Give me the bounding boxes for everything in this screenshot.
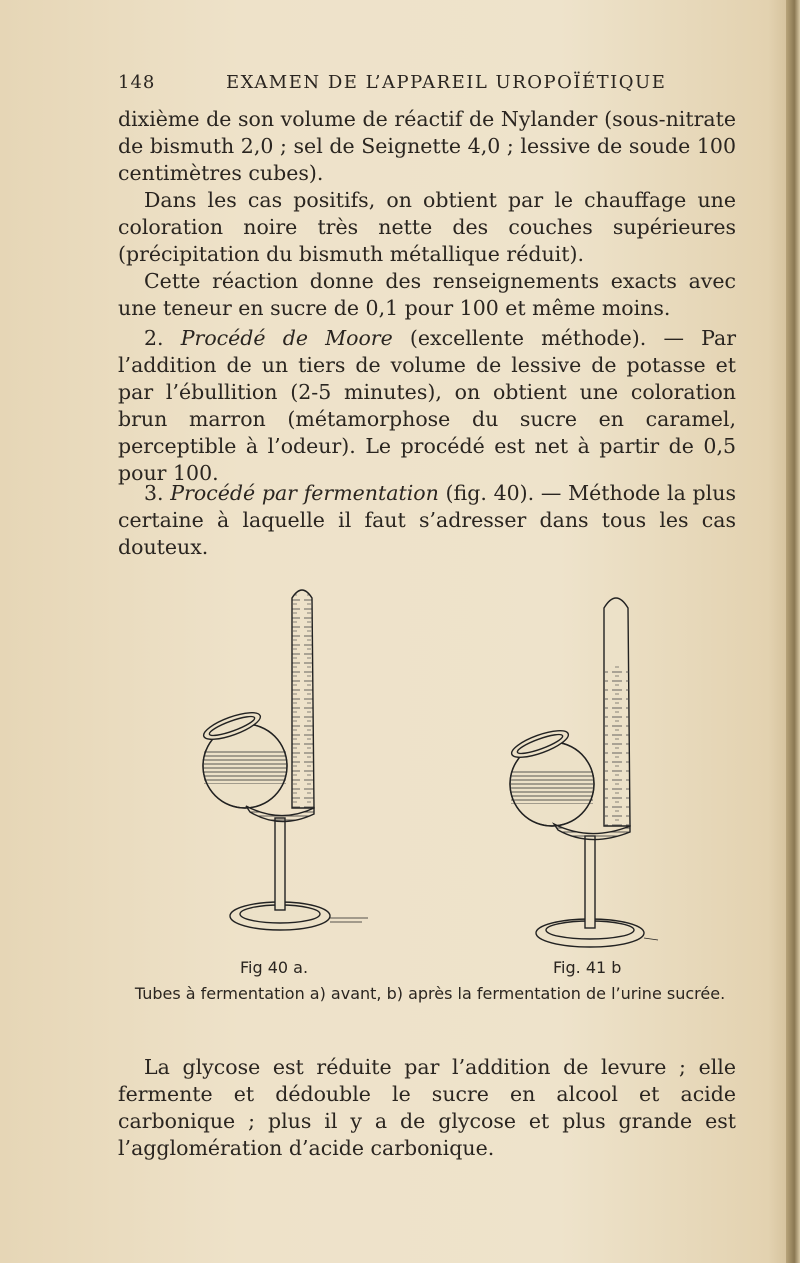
- paragraph-glycose: La glycose est réduite par l’addition de levure ; elle fermente et dédouble le sucre en alcool et acide carbonique ; plus il y a de glycose et plus grande est l’agglomération d’acide carbonique.: [118, 1055, 736, 1160]
- section-title-moore: Procédé de Moore: [180, 326, 393, 350]
- figure-caption: Tubes à fermentation a) avant, b) après la fermentation de l’urine sucrée.: [134, 984, 726, 1003]
- section-title-fermentation: Procédé par fermentation: [170, 481, 439, 505]
- page-number: 148: [118, 72, 156, 93]
- section-text-moore: (excellente méthode). — Par l’addition de un tiers de volume de lessive de potasse et par l’ébullition (2-5 minutes), on obtient une coloration brun marron (métamorphose du sucre en caramel, perceptible à l’odeur). Le procédé est net à partir de 0,5 pour 100.: [118, 326, 736, 485]
- paragraph-fermentation: [118, 480, 736, 561]
- text-block-moore: [118, 325, 736, 487]
- text-block-glycose: [118, 1054, 736, 1162]
- figure-label-a: Fig 40 a.: [240, 958, 309, 977]
- figure-label-b: Fig. 41 b: [553, 958, 622, 977]
- paragraph-3: Cette réaction donne des renseignements exacts avec une teneur en sucre de 0,1 pour 100 et même moins.: [118, 269, 736, 320]
- paragraph-1: dixième de son volume de réactif de Nylander (sous-nitrate de bismuth 2,0 ; sel de Seignette 4,0 ; lessive de soude 100 centimètres cubes).: [118, 107, 736, 185]
- text-block-1: [118, 106, 736, 322]
- paragraph-2: Dans les cas positifs, on obtient par le chauffage une coloration noire très nette des couches supérieures (précipitation du bismuth métallique réduit).: [118, 188, 736, 266]
- text-block-fermentation: [118, 480, 736, 561]
- running-title: EXAMEN DE L’APPAREIL UROPOÏÉTIQUE: [226, 72, 667, 93]
- tube-b-illustration: [509, 598, 658, 947]
- running-head: [118, 72, 738, 98]
- section-number: 2.: [144, 326, 164, 350]
- section-text-fermentation: (fig. 40). — Méthode la plus certaine à laquelle il faut s’adresser dans tous les cas douteux.: [118, 481, 736, 559]
- section-number: 3.: [144, 481, 164, 505]
- paragraph-moore: [118, 325, 736, 487]
- page-edge: [786, 0, 800, 1263]
- tube-a-illustration: [201, 590, 368, 930]
- fermentation-tubes-figure: [190, 578, 690, 958]
